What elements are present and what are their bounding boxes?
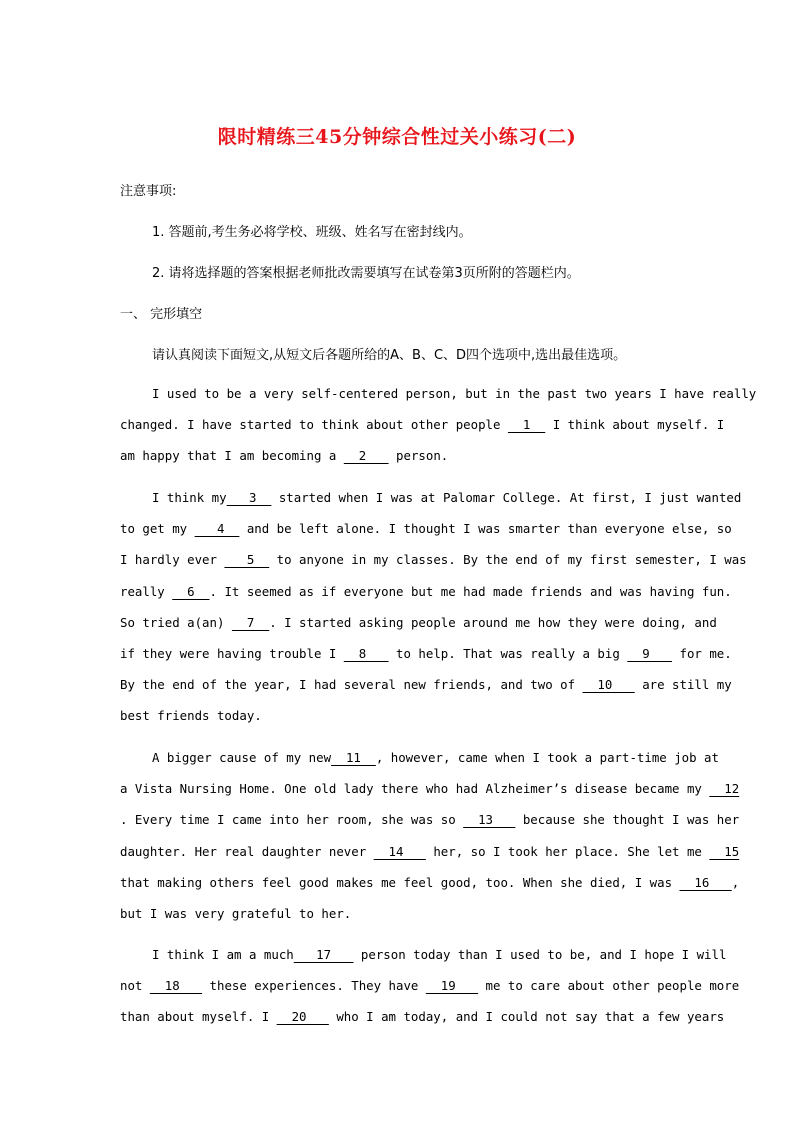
notice-item-2: 2. 请将选择题的答案根据老师批改需要填写在试卷第3页所附的答题栏内。 <box>152 266 580 281</box>
passage-line <box>120 378 757 409</box>
passage-text: because she thought I was her <box>515 812 740 828</box>
answer-blank: 19 <box>425 978 479 994</box>
answer-blank: 11 <box>331 750 376 765</box>
passage-line <box>120 576 732 607</box>
passage-text: , <box>731 874 740 890</box>
passage-text: I used to be a very self-centered person, but in the past two years I have really <box>152 386 757 401</box>
passage-text: really <box>120 583 173 599</box>
passage-text: if they were having trouble I <box>120 645 344 661</box>
answer-blank: 12 <box>709 781 740 797</box>
passage-text: her, so I took her place. She let me <box>425 843 710 859</box>
answer-blank: 17 <box>293 947 354 962</box>
passage-line <box>120 700 675 731</box>
passage-text: started when I was at Palomar College. At first, I just wanted <box>271 490 742 505</box>
answer-blank: 20 <box>276 1009 329 1025</box>
passage-text: but I was very grateful to her. <box>120 905 352 921</box>
passage-text: and be left alone. I thought I was smarter than everyone else, so <box>239 521 732 537</box>
passage-paragraph-2 <box>120 482 747 732</box>
passage-text: . Every time I came into her room, she was so <box>120 812 464 828</box>
passage-line <box>120 867 740 898</box>
passage-text: am happy that I am becoming a <box>120 448 344 464</box>
answer-blank: 15 <box>709 843 740 859</box>
passage-line <box>120 898 675 929</box>
passage-line <box>120 669 732 700</box>
passage-text: who I am today, and I could not say that a few years <box>328 1009 725 1025</box>
passage-text: for me. <box>672 645 732 661</box>
passage-line <box>120 638 732 669</box>
passage-text: , however, came when I took a part-time job at <box>375 750 719 765</box>
passage-text: person. <box>388 448 449 464</box>
passage-text: are still my <box>634 677 732 693</box>
answer-blank: 3 <box>226 490 272 505</box>
notice-item-1: 1. 答题前,考生务必将学校、班级、姓名写在密封线内。 <box>152 225 472 240</box>
notice-heading: 注意事项: <box>120 184 177 199</box>
page-title: 限时精练三45分钟综合性过关小练习(二) <box>217 126 577 148</box>
passage-paragraph-4 <box>120 939 740 1033</box>
passage-text: I think about myself. I <box>545 417 725 433</box>
answer-blank: 5 <box>224 552 270 568</box>
passage-line <box>120 513 732 544</box>
passage-line <box>120 804 740 835</box>
passage-text: I think my <box>152 490 227 505</box>
passage-text: I think I am a much <box>152 947 294 962</box>
passage-text: than about myself. I <box>120 1009 277 1025</box>
passage-text: a Vista Nursing Home. One old lady there who had Alzheimer’s disease became my <box>120 781 710 797</box>
passage-text: best friends today. <box>120 708 262 724</box>
passage-line <box>120 1001 725 1032</box>
answer-blank: 6 <box>172 583 210 599</box>
passage-text: to get my <box>120 521 195 537</box>
passage-text: person today than I used to be, and I hope I will <box>353 947 727 962</box>
answer-blank: 18 <box>149 978 203 994</box>
answer-blank: 8 <box>343 645 389 661</box>
passage-text: By the end of the year, I had several new friends, and two of <box>120 677 583 693</box>
passage-text: changed. I have started to think about other people <box>120 417 508 433</box>
answer-blank: 13 <box>463 812 516 828</box>
passage-line <box>120 544 747 575</box>
passage-text: So tried a(an) <box>120 614 232 630</box>
passage-text: not <box>120 978 150 994</box>
passage-text: these experiences. They have <box>202 978 426 994</box>
passage-text: A bigger cause of my new <box>152 750 332 765</box>
passage-line <box>120 773 740 804</box>
passage-line <box>120 742 719 773</box>
passage-line <box>120 409 725 440</box>
instruction-text: 请认真阅读下面短文,从短文后各题所给的A、B、C、D四个选项中,选出最佳选项。 <box>152 348 627 363</box>
passage-text: to anyone in my classes. By the end of my first semester, I was <box>269 552 747 568</box>
passage-text: I hardly ever <box>120 552 225 568</box>
passage-line <box>120 482 742 513</box>
answer-blank: 16 <box>679 874 732 890</box>
answer-blank: 10 <box>582 677 635 693</box>
passage-line <box>120 607 717 638</box>
passage-text: . I started asking people around me how they were doing, and <box>269 614 717 630</box>
passage-text: me to care about other people more <box>478 978 740 994</box>
passage-text: daughter. Her real daughter never <box>120 843 374 859</box>
passage-line <box>120 939 727 970</box>
passage-line <box>120 836 740 867</box>
passage-text: that making others feel good makes me feel good, too. When she died, I was <box>120 874 680 890</box>
section-heading: 一、 完形填空 <box>120 307 203 322</box>
answer-blank: 14 <box>373 843 426 859</box>
passage-text: . It seemed as if everyone but me had made friends and was having fun. <box>209 583 732 599</box>
passage-text: to help. That was really a big <box>388 645 628 661</box>
answer-blank: 7 <box>231 614 270 630</box>
answer-blank: 1 <box>507 417 546 433</box>
answer-blank: 2 <box>343 448 389 464</box>
answer-blank: 4 <box>194 521 240 537</box>
passage-paragraph-1 <box>120 378 757 472</box>
passage-line <box>120 970 740 1001</box>
answer-blank: 9 <box>627 645 673 661</box>
passage-paragraph-3 <box>120 742 740 929</box>
passage-line <box>120 440 675 471</box>
